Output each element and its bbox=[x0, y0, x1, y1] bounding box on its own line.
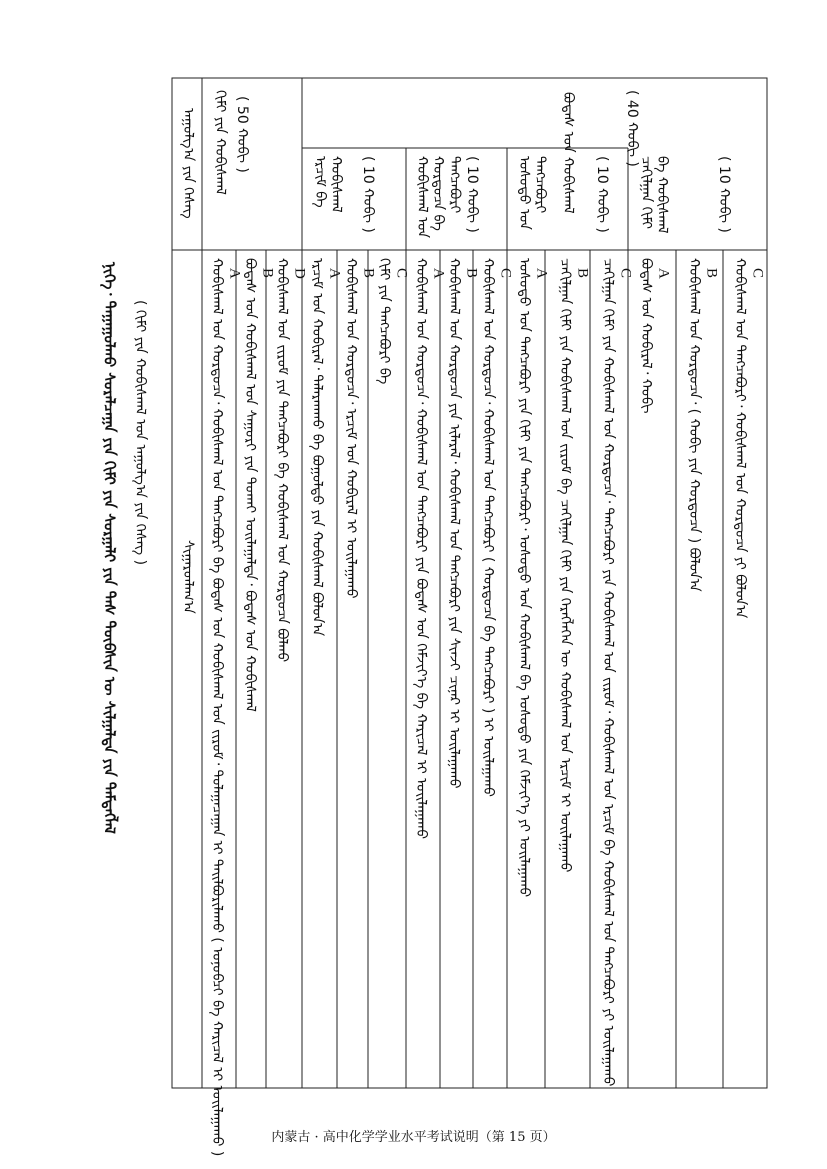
grade-badge: A bbox=[226, 268, 243, 280]
requirement-text: ᠪᠣᠳᠠᠰ ᠤᠨ ᠬᠤᠪᠢᠰᠬᠠᠯ ᠤᠨ ᠰᠠᠭᠤᠷᠢ ᠶᠢᠨ ᠲᠣᠬᠠᠢ ᠣᠢᠯᠠᠭᠠᠯᠲᠠ᠂ ᠪᠣᠳᠠᠰ ᠤᠨ ᠬᠤᠪᠢᠰᠬᠠᠯ bbox=[242, 258, 259, 712]
sub-topic-3-score: ( 10 ᠬᠤᠪᠢ ) bbox=[594, 156, 611, 233]
grade-badge: C bbox=[393, 268, 410, 279]
requirement-text: ᠤᠰᠤᠳᠤ ᠤᠨ ᠲᠡᠩᠴᠡᠪᠦᠷᠢ ᠶᠢᠨ ᠬᠢᠮᠢ ᠶᠢᠨ ᠲᠡᠩᠴᠡᠪᠦᠷᠢ᠂ ᠤᠰᠤᠳᠤ ᠤᠨ ᠬᠤᠪᠢᠰᠬᠠᠯ ᠪᠠ ᠤᠰᠤᠳᠤ ᠶᠢᠨ ᠬᠡᠮᠵᠢᠶ᠎ᠡ ᠶᠢ ᠣᠢᠯᠠᠭᠠᠬᠤ bbox=[516, 258, 533, 898]
requirement-text: ᠬᠤᠪᠢᠰᠬᠠᠯ ᠤᠨ ᠬᠤᠷᠳᠤᠴᠠ᠂ ( ᠬᠤᠪᠢ ᠶᠢᠨ ᠬᠤᠷᠳᠤᠴᠠ ) ᠪᠣᠯᠤᠨ᠎ᠠ bbox=[686, 258, 703, 592]
requirement-row bbox=[516, 258, 550, 1084]
sub-topic-4-score: ( 10 ᠬᠤᠪᠢ ) bbox=[716, 156, 733, 233]
requirement-text: ᠬᠤᠪᠢᠰᠬᠠᠯ ᠤᠨ ᠬᠤᠷᠳᠤᠴᠠ ᠶᠢᠨ ᠢᠯᠡᠷᠡᠯ᠂ ᠬᠤᠪᠢᠰᠬᠠᠯ ᠤᠨ ᠲᠡᠩᠴᠡᠪᠦᠷᠢ ᠶᠢᠨ ᠰᠢᠨᠵᠢ ᠴᠢᠨᠠᠷ ᠢ ᠣᠢᠯᠠᠭᠠᠬᠤ bbox=[446, 258, 463, 789]
sub-topic-1-score: ( 10 ᠬᠤᠪᠢ ) bbox=[360, 156, 377, 233]
grade-badge: B bbox=[360, 268, 377, 279]
requirement-row bbox=[242, 258, 276, 1084]
topic-a-score: ( 50 ᠬᠤᠪᠢ ) bbox=[234, 96, 251, 173]
requirement-row bbox=[343, 258, 377, 1084]
requirement-text: ᠬᠤᠪᠢᠰᠬᠠᠯ ᠤᠨ ᠲᠡᠩᠴᠡᠪᠦᠷᠢ᠂ ᠬᠤᠪᠢᠰᠬᠠᠯ ᠤᠨ ᠬᠤᠷᠳᠤᠴᠠ ᠶᠢ ᠪᠣᠯᠤᠨ᠎ᠠ bbox=[732, 258, 749, 619]
requirement-text: ᠡᠷᠴᠢᠮ ᠤᠨ ᠬᠤᠪᠢᠷᠠᠯ᠂ ᠲᠠᠯᠠᠷᠬᠠᠬᠤ ᠪᠠ ᠪᠤᠭᠤᠯᠲᠤ ᠶᠢᠨ ᠬᠤᠪᠢᠰᠬᠠᠯ ᠪᠣᠯᠤᠨ᠎ᠠ bbox=[309, 258, 326, 637]
sub-topic-2-title: ᠬᠤᠪᠢᠰᠬᠠᠯ ᠤᠨ ᠬᠤᠷᠳᠤᠴᠠ ᠪᠠ ᠲᠡᠩᠴᠡᠪᠦᠷᠢ bbox=[414, 156, 463, 239]
grade-badge: A bbox=[326, 268, 343, 280]
grade-badge: D bbox=[291, 268, 308, 280]
grade-badge: A bbox=[430, 268, 447, 280]
requirement-row bbox=[557, 258, 591, 1084]
requirement-text: ᠬᠤᠪᠢᠰᠬᠠᠯ ᠤᠨ ᠬᠤᠷᠳᠤᠴᠠ᠂ ᠡᠷᠴᠢᠮ ᠤᠨ ᠬᠤᠪᠢᠷᠠᠯ ᠢ ᠣᠢᠯᠠᠭᠠᠬᠤ bbox=[343, 258, 360, 599]
grade-badge: A bbox=[655, 268, 672, 280]
header-content: ᠠᠭᠤᠯᠭ᠎ᠠ ᠶᠢᠨ ᠬᠡᠰᠡᠭ bbox=[180, 108, 197, 219]
grade-badge: C bbox=[497, 268, 514, 279]
requirement-text: ᠬᠤᠪᠢᠰᠬᠠᠯ ᠤᠨ ᠵᠢᠷᠤᠮ ᠶᠢᠨ ᠲᠡᠩᠴᠡᠪᠦᠷᠢ ᠪᠠ ᠬᠤᠪᠢᠰᠬᠠᠯ ᠤᠨ ᠬᠤᠷᠳᠤᠴᠠ ᠪᠣᠯᠬᠤ bbox=[274, 258, 291, 663]
requirement-row bbox=[732, 258, 764, 1084]
requirement-text: ᠬᠤᠪᠢᠰᠬᠠᠯ ᠤᠨ ᠬᠤᠷᠳᠤᠴᠠ᠂ ᠬᠤᠪᠢᠰᠬᠠᠯ ᠤᠨ ᠲᠡᠩᠴᠡᠪᠦᠷᠢ ᠪᠠ ᠪᠣᠳᠠᠰ ᠤᠨ ᠬᠤᠪᠢᠰᠬᠠᠯ ᠤᠨ ᠵᠢᠷᠤᠮ᠂ ᠲᠣᠯᠠᠭᠠᠴᠠᠭᠠᠨ ᠢ ᠲᠠᠢᠯᠪᠤᠷᠢᠯᠠᠬᠤ ( ᠤᠨᠤᠪᠴᠢ ᠪᠠ ᠬᠠᠷᠢᠴᠠᠯ ᠢ ᠣᠢᠯᠠᠭᠠᠬᠤ ) bbox=[209, 258, 226, 1157]
page-footer: 内蒙古 · 高中化学学业水平考试说明（第 15 页） bbox=[271, 1130, 556, 1145]
requirement-row bbox=[686, 258, 720, 1084]
grade-badge: C bbox=[617, 268, 634, 279]
requirement-row bbox=[638, 258, 672, 1084]
topic-b-title: ᠪᠣᠳᠠᠰ ᠤᠨ ᠬᠤᠪᠢᠰᠬᠠᠯ bbox=[560, 92, 577, 214]
topic-b-score: ( 40 ᠬᠤᠪᠢ ) bbox=[624, 90, 641, 167]
requirement-row bbox=[309, 258, 343, 1084]
requirement-row bbox=[600, 258, 634, 1087]
requirement-row bbox=[446, 258, 480, 1084]
requirement-row bbox=[413, 258, 447, 1084]
requirement-text: ᠪᠣᠳᠠᠰ ᠤᠨ ᠬᠤᠪᠢᠷᠠᠯ᠂ ᠬᠤᠪᠢ bbox=[638, 258, 655, 414]
requirement-row bbox=[209, 258, 243, 1157]
requirement-text: ᠴᠠᠬᠢᠯᠭᠠᠨ ᠬᠢᠮᠢ ᠶᠢᠨ ᠬᠤᠪᠢᠰᠬᠠᠯ ᠤᠨ ᠵᠢᠷᠤᠮ ᠪᠠ ᠴᠠᠬᠢᠯᠭᠠᠨ ᠬᠢᠮᠢ ᠶᠢᠨ ᠬᠡᠷᠡᠭᠯᠡᠭᠡᠨ ᠦ ᠬᠤᠪᠢᠰᠬᠠᠯ ᠤᠨ ᠡᠷᠴᠢᠮ ᠢ ᠣᠢᠯᠠᠭᠠᠬᠤ bbox=[557, 258, 574, 873]
requirement-text: ᠴᠠᠬᠢᠯᠭᠠᠨ ᠬᠢᠮᠢ ᠶᠢᠨ ᠬᠤᠪᠢᠰᠬᠠᠯ ᠤᠨ ᠬᠤᠷᠳᠤᠴᠠ᠂ ᠲᠡᠩᠴᠡᠪᠦᠷᠢ ᠶᠢᠨ ᠬᠤᠪᠢᠰᠬᠠᠯ ᠤᠨ ᠵᠢᠷᠤᠮ᠂ ᠬᠤᠪᠢᠰᠬᠠᠯ ᠤᠨ ᠡᠷᠴᠢᠮ ᠪᠠ ᠬᠤᠪᠢᠰᠬᠠᠯ ᠤᠨ ᠲᠡᠩᠴᠡᠪᠦᠷᠢ ᠶᠢ ᠣᠢᠯᠠᠭᠠᠬᠤ bbox=[600, 258, 617, 1087]
grade-badge: B bbox=[703, 268, 720, 279]
requirement-text: ᠬᠤᠪᠢᠰᠬᠠᠯ ᠤᠨ ᠬᠤᠷᠳᠤᠴᠠ᠂ ᠬᠤᠪᠢᠰᠬᠠᠯ ᠤᠨ ᠲᠡᠩᠴᠡᠪᠦᠷᠢ ᠶᠢᠨ ᠪᠣᠳᠠᠰ ᠤᠨ ᠬᠡᠮᠵᠢᠶ᠎ᠡ ᠪᠠ ᠬᠠᠷᠢᠴᠠᠯ ᠢ ᠣᠢᠯᠠᠭᠠᠬᠤ bbox=[413, 258, 430, 839]
grade-badge: B bbox=[259, 268, 276, 279]
header-requirement: ᠰᠢᠭᠠᠷᠳᠯᠠᠭ᠎ᠠ bbox=[180, 540, 197, 614]
topic-a-title: ᠬᠢᠮᠢ ᠶᠢᠨ ᠬᠤᠪᠢᠰᠬᠠᠯ bbox=[212, 90, 229, 195]
requirement-row bbox=[376, 258, 410, 1084]
page-caption-subtitle: ( ᠬᠢᠮᠢ ᠶᠢᠨ ᠬᠤᠪᠢᠰᠬᠠᠯ ᠤᠨ ᠠᠭᠤᠯᠭ᠎ᠠ ᠶᠢᠨ ᠬᠡᠰᠡᠭ ) bbox=[132, 300, 149, 566]
sub-topic-1-title: ᠡᠷᠴᠢᠮ ᠪᠠ ᠬᠤᠪᠢᠰᠬᠠᠯ bbox=[312, 156, 345, 213]
sub-topic-3-title: ᠤᠰᠤᠳᠤ ᠤᠨ ᠲᠡᠩᠴᠡᠪᠦᠷᠢ bbox=[516, 156, 549, 230]
sub-topic-4-title: ᠴᠠᠬᠢᠯᠭᠠᠨ ᠬᠢᠮᠢ ᠪᠠ ᠬᠤᠪᠢᠰᠬᠠᠯ bbox=[638, 156, 671, 234]
sub-topic-2-score: ( 10 ᠬᠤᠪᠢ ) bbox=[464, 156, 481, 233]
requirement-text: ᠬᠤᠪᠢᠰᠬᠠᠯ ᠤᠨ ᠬᠤᠷᠳᠤᠴᠠ᠂ ᠬᠤᠪᠢᠰᠬᠠᠯ ᠤᠨ ᠲᠡᠩᠴᠡᠪᠦᠷᠢ ( ᠬᠤᠷᠳᠤᠴᠠ ᠪᠠ ᠲᠡᠩᠴᠡᠪᠦᠷᠢ ) ᠢ ᠣᠢᠯᠠᠭᠠᠬᠤ bbox=[480, 258, 497, 797]
requirement-row bbox=[480, 258, 514, 1084]
grade-badge: B bbox=[574, 268, 591, 279]
page-caption: ᠨᠢᠭᠡ᠂ ᠳᠠᠭᠠᠭᠤᠯᠬᠤ ᠰᠤᠷᠠᠯᠴᠠᠭᠠ ᠶᠢᠨ ᠬᠢᠮᠢ ᠶᠢᠨ ᠰᠤᠷᠭᠠᠯᠢ ᠶᠢᠨ ᠳᠡᠰ ᠲᠦᠪᠰᠢᠨ ᠦ ᠰᠢᠯᠭᠠᠯᠲᠠ ᠶᠢᠨ ᠲᠡᠮᠳᠡᠭᠯᠡᠯ bbox=[100, 262, 119, 834]
grade-badge: C bbox=[749, 268, 766, 279]
grade-badge: A bbox=[533, 268, 550, 280]
grade-badge: B bbox=[463, 268, 480, 279]
requirement-text: ᠬᠢᠮᠢ ᠶᠢᠨ ᠲᠡᠩᠴᠡᠪᠦᠷᠢ ᠪᠠ bbox=[376, 258, 393, 385]
requirement-row bbox=[274, 258, 308, 1084]
